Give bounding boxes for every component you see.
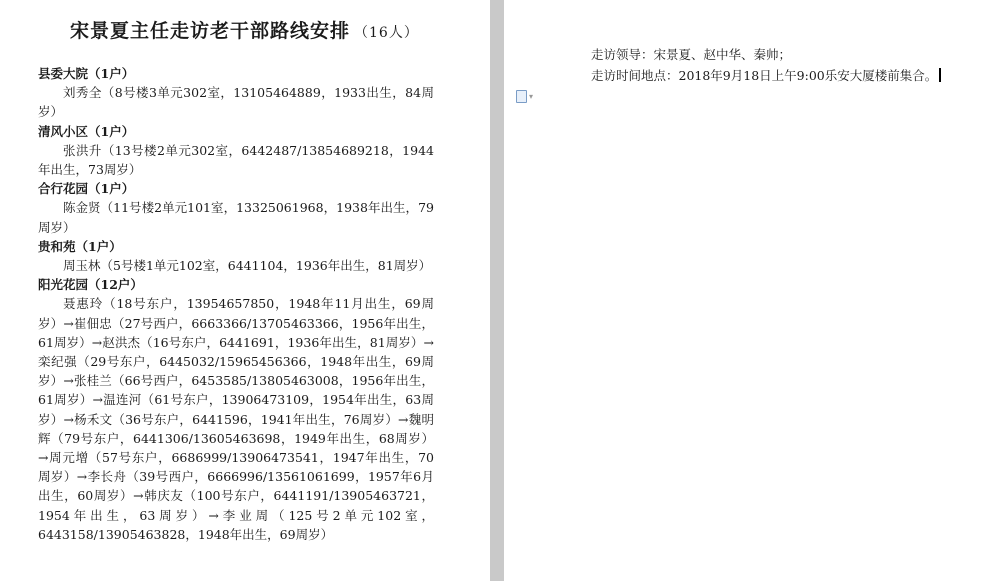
section-entry: 刘秀全（8号楼3单元302室，13105464889，1933出生，84周岁） [38, 85, 434, 120]
page-icon [516, 90, 527, 103]
section-heading: 合行花园（1户） [38, 181, 135, 197]
right-page-text[interactable] [566, 44, 962, 86]
left-page [0, 0, 490, 581]
visit-time-place-text: 走访时间地点：2018年9月18日上午9:00乐安大厦楼前集合。 [591, 68, 938, 83]
visit-time-place [566, 65, 962, 86]
title-count: （16人） [354, 25, 419, 41]
document-body [38, 64, 434, 544]
section-heading: 阳光花园（12户） [38, 277, 143, 293]
text-cursor [939, 68, 941, 82]
section-heading: 贵和苑（1户） [38, 238, 122, 254]
chevron-down-icon: ▾ [529, 92, 534, 101]
title-text: 宋景夏主任走访老干部路线安排 [70, 20, 351, 42]
right-page[interactable] [504, 0, 1000, 581]
section-entry: 周玉林（5号楼1单元102室，6441104，1936年出生，81周岁） [63, 258, 432, 274]
document-title [70, 16, 419, 43]
page-gutter [490, 0, 504, 581]
section-heading: 县委大院（1户） [38, 66, 135, 81]
section-entry: 陈金贤（11号楼2单元101室，13325061968，1938年出生，79周岁） [38, 200, 434, 235]
section-entry: 张洪升（13号楼2单元302室，6442487/13854689218，1944年出生，73周岁） [38, 142, 434, 178]
section-heading: 清风小区（1户） [38, 123, 135, 139]
visit-leaders: 走访领导：宋景夏、赵中华、秦帅； [591, 47, 792, 62]
document-icon[interactable] [516, 90, 533, 103]
section-entry: 聂惠玲（18号东户，13954657850，1948年11月出生，69周岁）→崔佃忠（27号西户，6663366/13705463366，1956年出生，61周岁）→赵洪杰（16号东户，6441691，1936年出生，81周岁）→栾纪强（29号东户，6445032/15965456366，1948年出生，69周岁）→张桂兰（66号西户，6453585/13805463008，1956年出生，61周岁）→温连河（61号东户，13906473109，1954年出生，63周岁）→杨禾文（36号东户，6441596，1941年出生，76周岁）→魏明辉（79号东户，6441306/13605463698，1949年出生，68周岁）→周元增（57号东户，6686999/13906473541，1947年出生，70周岁）→李长舟（39号西户，6666996/13561061699，1957年6月出生，60周岁）→韩庆友（100号东户，6441191/13905463721，1954年出生，63周岁）→李业周（125号2单元102室，6443158/13905463828，1948年出生，69周岁） [38, 296, 434, 542]
